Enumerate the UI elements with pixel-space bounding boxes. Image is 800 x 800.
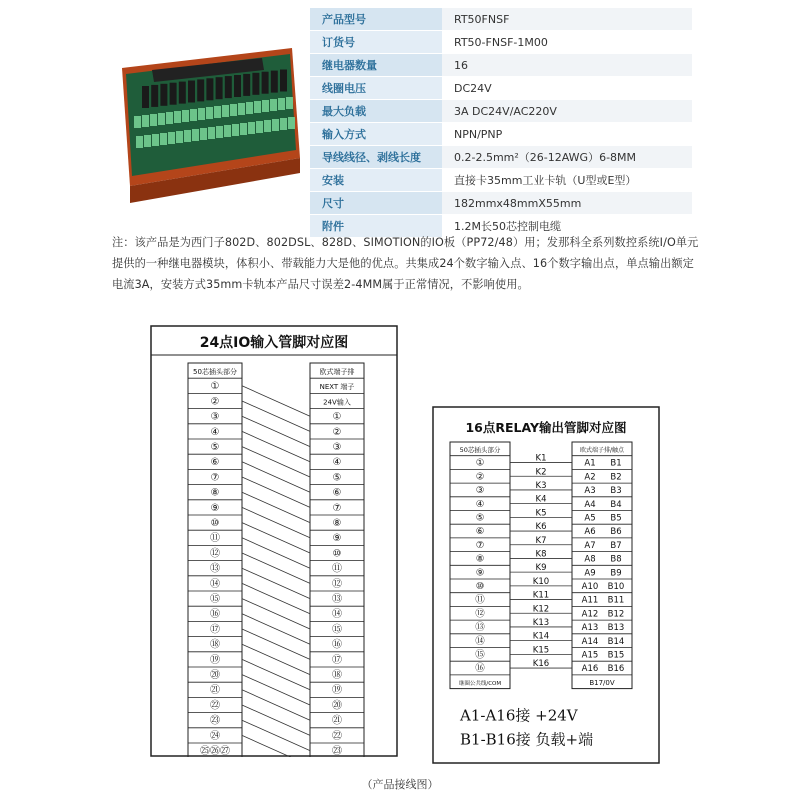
left-pin: ⑰ bbox=[210, 624, 220, 636]
terminal-a: A15 bbox=[581, 650, 599, 661]
relay-label: K2 bbox=[535, 467, 547, 478]
right-pin: ⑬ bbox=[332, 594, 342, 605]
terminal-a: A14 bbox=[581, 636, 599, 647]
right-pin: ㉑ bbox=[332, 715, 342, 727]
relay-label: K10 bbox=[532, 576, 550, 587]
relay-label: K15 bbox=[532, 645, 550, 656]
right-pin: ⑥ bbox=[332, 487, 342, 499]
right-pin: ⑨ bbox=[332, 533, 342, 545]
spec-key: 输入方式 bbox=[310, 123, 442, 146]
terminal-a: A13 bbox=[581, 623, 599, 634]
left-pin: ② bbox=[210, 396, 220, 408]
diagram-title: 24点IO输入管脚对应图 bbox=[199, 335, 349, 351]
left-pin: ④ bbox=[210, 426, 220, 438]
terminal-b: B3 bbox=[610, 486, 622, 497]
pin-wire bbox=[242, 447, 310, 477]
right-pin: ⑯ bbox=[332, 639, 342, 651]
left-footer: 继圈公共线/COM bbox=[458, 680, 502, 687]
pin-wire bbox=[242, 675, 310, 705]
spec-value: RT50FNSF bbox=[442, 8, 692, 31]
right-pin: ③ bbox=[332, 442, 342, 453]
relay-label: K5 bbox=[535, 508, 547, 519]
terminal-a: A10 bbox=[581, 582, 599, 592]
terminal-b: B11 bbox=[607, 595, 625, 606]
relay-label: K4 bbox=[535, 494, 547, 505]
right-pin: ⑲ bbox=[332, 685, 342, 697]
left-pin: ⑱ bbox=[210, 639, 220, 651]
spec-value: 直接卡35mm工业卡轨（U型或E型） bbox=[442, 169, 692, 192]
relay-pin: ⑧ bbox=[475, 553, 485, 565]
terminal-b: B15 bbox=[607, 650, 625, 661]
relay-label: K14 bbox=[532, 631, 550, 642]
product-photo bbox=[112, 8, 304, 222]
left-pin: ⑭ bbox=[210, 578, 220, 590]
pin-wire bbox=[242, 659, 310, 689]
left-pin: ⑥ bbox=[210, 457, 220, 469]
terminal-b: B5 bbox=[610, 513, 622, 524]
right-pin: ⑮ bbox=[332, 624, 342, 636]
spec-key: 线圈电压 bbox=[310, 77, 442, 100]
relay-label: K6 bbox=[535, 522, 547, 533]
right-row-next: NEXT 端子 bbox=[319, 383, 355, 392]
relay-label: K3 bbox=[535, 480, 547, 491]
relay-pin: ⑥ bbox=[475, 526, 485, 538]
right-header: 欧式端子排/触点 bbox=[579, 447, 625, 454]
spec-key: 安装 bbox=[310, 169, 442, 192]
left-header: 50芯插头部分 bbox=[193, 368, 237, 376]
left-pin: ⑬ bbox=[210, 563, 220, 575]
diagram-caption: （产品接线图） bbox=[361, 778, 439, 791]
relay-pin: ⑯ bbox=[475, 663, 485, 675]
spec-row bbox=[310, 100, 692, 123]
terminal-a: A2 bbox=[584, 472, 596, 483]
spec-value: 0.2-2.5mm²（26-12AWG）6-8MM bbox=[442, 146, 692, 169]
spec-key: 导线线径、剥线长度 bbox=[310, 146, 442, 169]
pin-wire bbox=[242, 568, 310, 598]
terminal-a: A9 bbox=[584, 568, 596, 579]
pin-wire bbox=[242, 644, 310, 674]
pin-wire bbox=[242, 614, 310, 644]
spec-key: 尺寸 bbox=[310, 192, 442, 215]
left-pin: ㉒ bbox=[210, 700, 220, 712]
spec-value: DC24V bbox=[442, 77, 692, 100]
spec-row bbox=[310, 192, 692, 215]
spec-row bbox=[310, 8, 692, 31]
relay-pin: ⑤ bbox=[475, 512, 485, 524]
pin-wire bbox=[242, 492, 310, 522]
spec-table bbox=[310, 8, 692, 238]
left-pin: ㉓ bbox=[210, 715, 220, 727]
spec-value: 16 bbox=[442, 54, 692, 77]
relay-pin: ⑦ bbox=[475, 539, 485, 551]
left-pin: ⑯ bbox=[210, 609, 220, 621]
left-pin: ⑦ bbox=[210, 472, 220, 484]
relay-pin: ⑬ bbox=[475, 622, 485, 634]
handwritten-note-b: B1-B16接 负载+端 bbox=[460, 730, 594, 749]
left-pin: ⑧ bbox=[210, 487, 220, 499]
relay-pin: ⑭ bbox=[475, 635, 485, 647]
right-header: 欧式端子排 bbox=[319, 368, 355, 376]
right-pin: ① bbox=[332, 411, 342, 423]
terminal-a: A6 bbox=[584, 527, 596, 538]
terminal-a: A3 bbox=[584, 486, 596, 497]
terminal-b: B12 bbox=[607, 609, 625, 620]
pin-wire bbox=[242, 583, 310, 613]
relay-pin: ⑪ bbox=[475, 594, 485, 606]
terminal-b: B13 bbox=[607, 623, 625, 634]
terminal-b: B14 bbox=[607, 636, 625, 647]
terminal-a: A5 bbox=[584, 513, 596, 524]
pin-wire bbox=[242, 477, 310, 507]
right-pin: ⑰ bbox=[332, 654, 342, 666]
spec-key: 继电器数量 bbox=[310, 54, 442, 77]
spec-row bbox=[310, 77, 692, 100]
right-pin: ⑳ bbox=[332, 700, 342, 712]
right-pin: ㉒ bbox=[332, 730, 342, 742]
pin-wire bbox=[242, 401, 310, 431]
spec-row bbox=[310, 146, 692, 169]
left-pin: ⑫ bbox=[210, 548, 220, 560]
pin-wire bbox=[242, 507, 310, 537]
relay-label: K11 bbox=[532, 590, 550, 601]
terminal-b: B9 bbox=[610, 568, 622, 579]
right-pin: ⑱ bbox=[332, 670, 342, 681]
relay-pin: ⑩ bbox=[475, 581, 485, 592]
pin-wire bbox=[242, 690, 310, 720]
diagram-title: 16点RELAY输出管脚对应图 bbox=[465, 420, 627, 435]
relay-pin: ⑫ bbox=[475, 608, 485, 620]
terminal-b: B8 bbox=[610, 554, 622, 565]
terminal-a: A16 bbox=[581, 664, 599, 675]
right-pin: ⑭ bbox=[332, 609, 342, 621]
input-pin-diagram bbox=[150, 325, 398, 757]
left-pin: ⑮ bbox=[210, 594, 220, 605]
pin-wire bbox=[242, 538, 310, 568]
terminal-a: A7 bbox=[584, 540, 596, 551]
right-pin: ㉓ bbox=[332, 746, 342, 757]
handwritten-note-a: A1-A16接 +24V bbox=[460, 706, 578, 725]
right-pin: ⑪ bbox=[332, 563, 342, 575]
left-pin: ㉔ bbox=[210, 730, 220, 742]
left-header: 50芯插头部分 bbox=[459, 446, 501, 454]
pin-wire bbox=[242, 599, 310, 629]
pin-wire bbox=[242, 720, 310, 750]
relay-pin: ⑮ bbox=[475, 649, 485, 661]
right-pin: ⑩ bbox=[332, 548, 342, 560]
left-pin: ⑩ bbox=[210, 518, 220, 529]
terminal-a: A11 bbox=[581, 595, 599, 606]
spec-value: RT50-FNSF-1M00 bbox=[442, 31, 692, 54]
spec-row bbox=[310, 54, 692, 77]
left-pin: ① bbox=[210, 381, 220, 393]
terminal-b: B4 bbox=[610, 499, 622, 510]
right-row-24v: 24V输入 bbox=[323, 398, 351, 407]
relay-pin: ② bbox=[475, 471, 485, 483]
relay-pin: ③ bbox=[475, 485, 485, 497]
relay-label: K9 bbox=[535, 563, 547, 574]
right-pin: ⑤ bbox=[332, 472, 342, 484]
relay-pin: ④ bbox=[475, 498, 485, 510]
terminal-a: A12 bbox=[581, 609, 599, 620]
pin-wire bbox=[242, 553, 310, 583]
pin-wire bbox=[242, 629, 310, 659]
left-pin: ⑳ bbox=[210, 670, 220, 681]
left-pin: ⑨ bbox=[210, 502, 220, 514]
relay-label: K13 bbox=[532, 617, 550, 628]
spec-value: NPN/PNP bbox=[442, 123, 692, 146]
left-pin: ③ bbox=[210, 411, 220, 423]
terminal-b: B16 bbox=[607, 664, 625, 675]
relay-pin: ⑨ bbox=[475, 567, 485, 579]
relay-label: K12 bbox=[532, 604, 550, 615]
spec-key: 产品型号 bbox=[310, 8, 442, 31]
pin-wire bbox=[242, 416, 310, 446]
spec-row bbox=[310, 123, 692, 146]
relay-pin-diagram bbox=[432, 406, 660, 764]
right-pin: ⑦ bbox=[332, 502, 342, 514]
relay-pin: ① bbox=[475, 457, 485, 469]
terminal-a: A8 bbox=[584, 554, 596, 565]
terminal-b: B1 bbox=[610, 458, 622, 469]
left-bottom-pins: ㉕㉖㉗ bbox=[200, 746, 230, 757]
left-pin: ⑤ bbox=[210, 442, 220, 453]
relay-label: K1 bbox=[535, 453, 547, 464]
pin-wire bbox=[242, 705, 310, 735]
terminal-a: A1 bbox=[584, 458, 596, 469]
pin-wire bbox=[242, 386, 310, 416]
spec-value: 182mmx48mmX55mm bbox=[442, 192, 692, 215]
terminal-b: B7 bbox=[610, 540, 622, 551]
terminal-b: B10 bbox=[607, 582, 625, 592]
left-pin: ⑪ bbox=[210, 533, 220, 545]
pin-wire bbox=[242, 431, 310, 461]
left-pin: ⑲ bbox=[210, 654, 220, 666]
spec-row bbox=[310, 31, 692, 54]
spec-value: 1.2M长50芯控制电缆 bbox=[442, 215, 692, 238]
spec-key: 附件 bbox=[310, 215, 442, 238]
left-pin: ㉑ bbox=[210, 685, 220, 697]
right-pin: ⑧ bbox=[332, 518, 342, 529]
relay-label: K8 bbox=[535, 549, 547, 560]
right-pin: ④ bbox=[332, 457, 342, 469]
terminal-b: B6 bbox=[610, 527, 622, 538]
pin-wire bbox=[242, 523, 310, 553]
relay-label: K16 bbox=[532, 659, 550, 670]
spec-value: 3A DC24V/AC220V bbox=[442, 100, 692, 123]
pin-wire bbox=[242, 462, 310, 492]
product-note: 注：该产品是为西门子802D、802DSL、828D、SIMOTION的IO板（PP72/48）用；发那科全系列数控系统I/O单元提供的一种继电器模块，体积小、带载能力大是他的优点。共集成24个数字输入点、16个数字输出点，单点输出额定电流3A，安装方式35mm卡轨本产品尺寸误差2-4MM属于正常情况，不影响使用。 bbox=[112, 236, 699, 291]
spec-row bbox=[310, 169, 692, 192]
right-pin: ② bbox=[332, 426, 342, 438]
spec-key: 订货号 bbox=[310, 31, 442, 54]
right-footer: B17/0V bbox=[589, 678, 615, 687]
right-pin: ⑫ bbox=[332, 578, 342, 590]
terminal-a: A4 bbox=[584, 499, 596, 510]
relay-label: K7 bbox=[535, 535, 547, 546]
terminal-b: B2 bbox=[610, 472, 622, 483]
spec-key: 最大负载 bbox=[310, 100, 442, 123]
